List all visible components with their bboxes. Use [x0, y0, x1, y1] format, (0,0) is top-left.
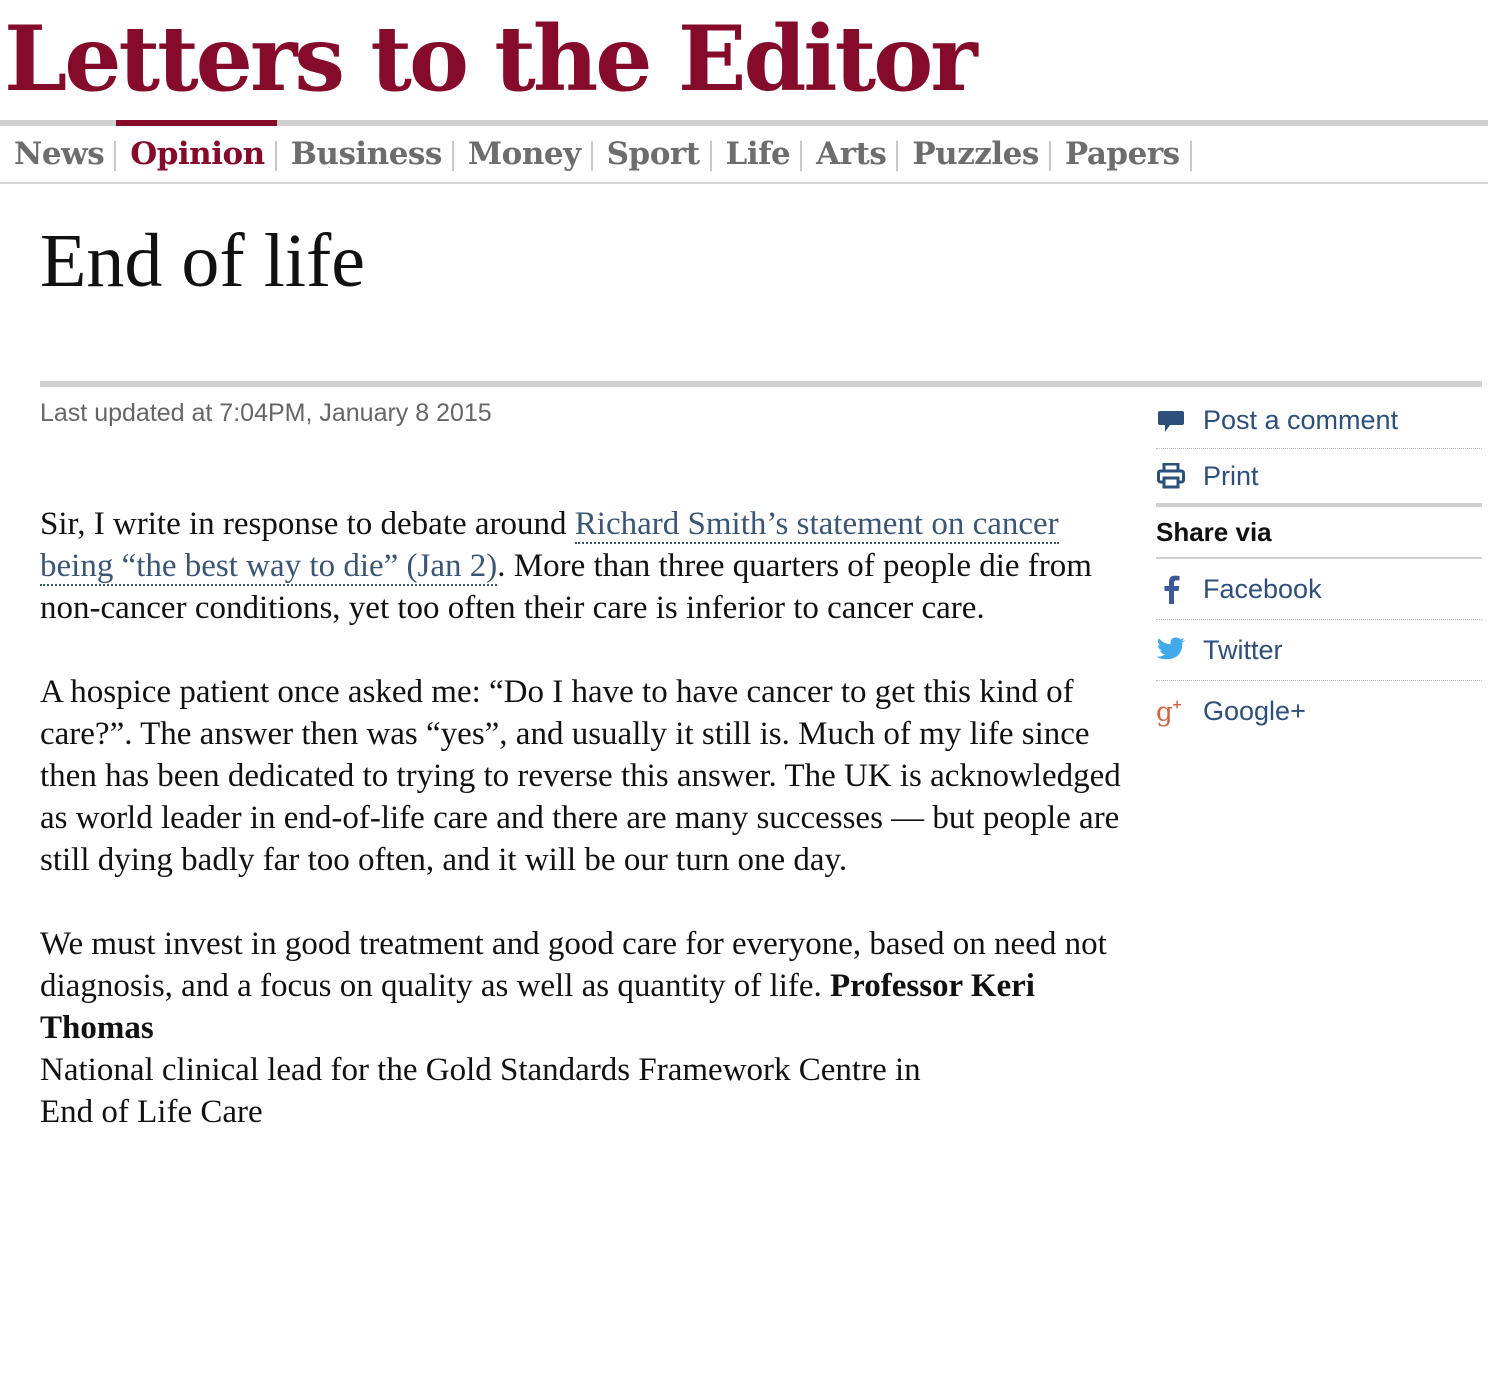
paragraph-1 — [40, 503, 1125, 629]
google-plus-icon — [1156, 697, 1186, 727]
article-headline: End of life — [40, 219, 366, 303]
share-via-heading: Share via — [1156, 507, 1482, 559]
nav-item-papers[interactable]: Papers — [1051, 126, 1192, 182]
comment-icon — [1156, 406, 1186, 436]
article-body — [40, 503, 1125, 1133]
nav-item-business[interactable]: Business — [277, 126, 454, 182]
post-comment-button[interactable] — [1156, 393, 1482, 449]
nav-item-sport[interactable]: Sport — [593, 126, 712, 182]
post-comment-label: Post a comment — [1203, 405, 1399, 435]
share-twitter-label: Twitter — [1203, 634, 1283, 665]
twitter-icon — [1156, 635, 1186, 665]
article-tools-sidebar — [1156, 393, 1482, 742]
last-updated-timestamp: Last updated at 7:04PM, January 8 2015 — [40, 399, 492, 427]
share-google-plus-label: Google+ — [1203, 696, 1306, 726]
nav-item-arts[interactable]: Arts — [802, 126, 898, 182]
svg-text:+: + — [1171, 696, 1183, 711]
logo-fragment — [100, 0, 240, 4]
print-icon — [1156, 461, 1186, 491]
share-facebook-label: Facebook — [1203, 573, 1322, 604]
paragraph-3 — [40, 923, 1125, 1133]
richard-smith-article-link[interactable]: Richard Smith’s statement on cancer being “the best way to die” (Jan 2) — [40, 506, 1059, 584]
masthead-title[interactable]: Letters to the Editor — [4, 6, 975, 112]
share-facebook-button[interactable] — [1156, 559, 1482, 620]
nav-item-life[interactable]: Life — [712, 126, 803, 182]
nav-item-money[interactable]: Money — [454, 126, 593, 182]
svg-text:g: g — [1156, 696, 1173, 727]
share-google-plus-button[interactable] — [1156, 681, 1482, 742]
facebook-icon — [1156, 574, 1186, 604]
nav-item-puzzles[interactable]: Puzzles — [898, 126, 1051, 182]
author-signature: Professor Keri Thomas — [40, 968, 1035, 1046]
section-nav — [0, 120, 1488, 184]
author-affiliation-line-2: End of Life Care — [40, 1094, 263, 1130]
nav-item-opinion[interactable]: Opinion — [116, 126, 277, 182]
paragraph-1-text-end: . More than three quarters of people die from non-cancer conditions, yet too often their care is inferior to cancer care. — [40, 548, 1092, 626]
paragraph-1-text-start: Sir, I write in response to debate around — [40, 506, 575, 542]
paragraph-3-text: We must invest in good treatment and good care for everyone, based on need not diagnosis, and a focus on quality as well as quantity of life. — [40, 926, 1107, 1004]
author-affiliation-line-1: National clinical lead for the Gold Standards Framework Centre in — [40, 1052, 921, 1088]
nav-item-news[interactable]: News — [0, 126, 116, 182]
print-label: Print — [1203, 460, 1259, 491]
header-divider — [40, 381, 1482, 387]
paragraph-2: A hospice patient once asked me: “Do I have to have cancer to get this kind of care?”. The answer then was “yes”, and usually it still is. Much of my life since then has been dedicated to trying to reverse this answer. The UK is acknowledged as world leader in end-of-life care and there are many successes — but people are still dying badly far too often, and it will be our turn one day. — [40, 674, 1121, 878]
print-button[interactable] — [1156, 449, 1482, 507]
share-twitter-button[interactable] — [1156, 620, 1482, 681]
